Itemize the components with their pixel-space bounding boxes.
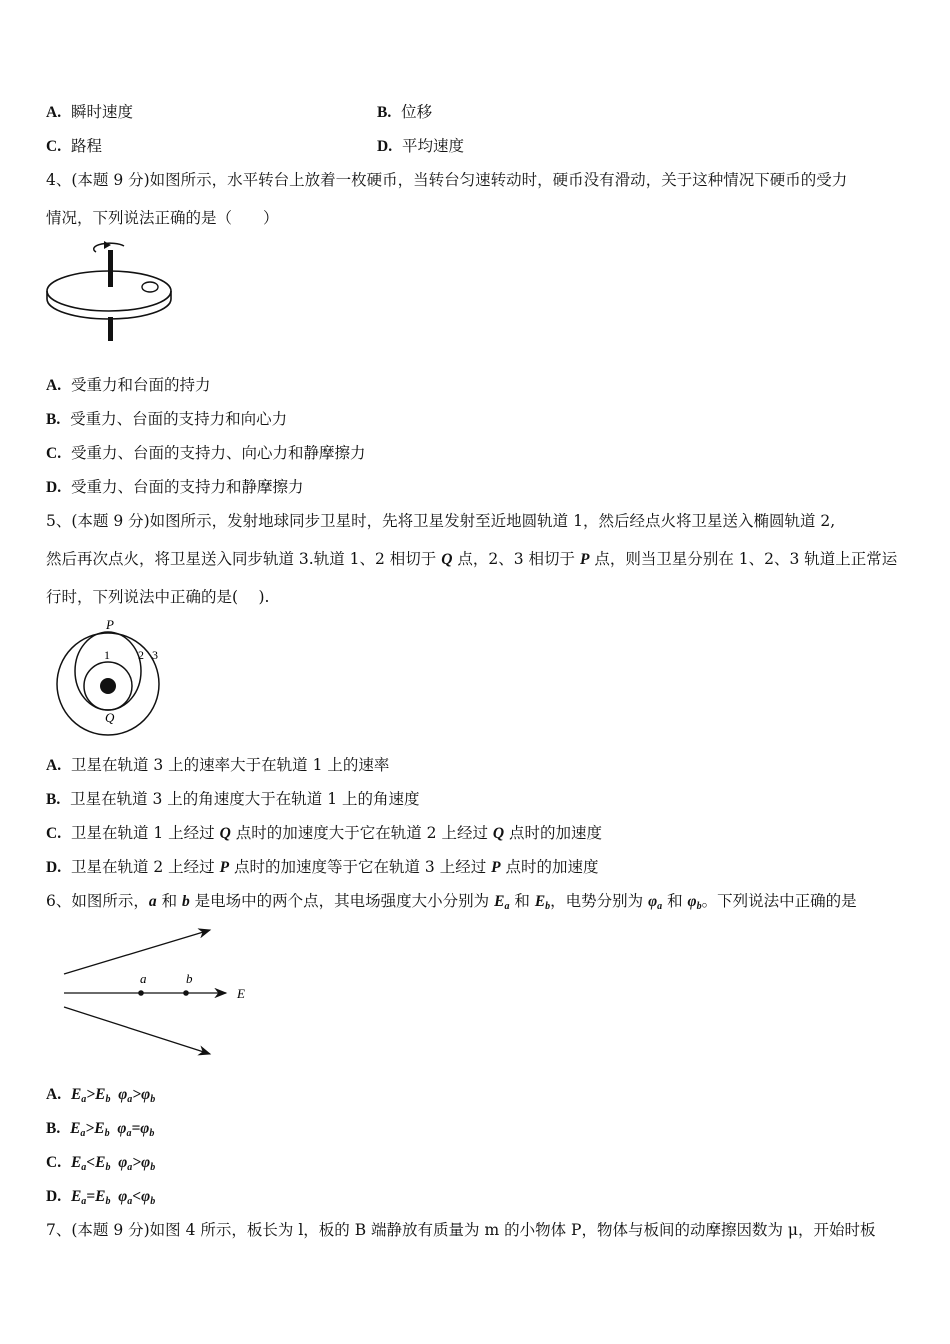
option-text: 平均速度 [401,137,464,155]
label-orbit-1: 1 [104,648,110,662]
symbol-e: E [95,1086,106,1103]
q3-option-c [46,136,102,157]
label-e: E [237,986,245,1001]
q3-option-d [377,136,464,157]
symbol-e: E [94,1120,105,1137]
label-orbit-2: 2 [138,648,144,662]
option-label: A. [46,757,62,774]
question-text: 和 [509,892,535,910]
q4-option-a [46,375,210,396]
label-b: b [186,971,193,986]
option-text: 受重力、台面的支持力、向心力和静摩擦力 [70,444,366,462]
subscript: b [150,1196,156,1207]
field-ea [494,893,509,910]
subscript: a [657,901,663,912]
q5-stem-line3 [46,587,269,607]
label-a: a [140,971,147,986]
q4-option-c [46,443,365,464]
option-text: 位移 [401,103,433,121]
question-text: 如图所示， [71,892,149,910]
subscript: b [545,901,551,912]
option-label: C. [46,138,62,155]
relation: = [131,1120,141,1137]
option-label: C. [46,445,62,462]
question-text: ，电势分别为 [550,892,649,910]
option-label: D. [46,1188,62,1205]
subscript: a [127,1162,133,1173]
subscript: a [127,1094,133,1105]
symbol-phi: φ [687,893,697,910]
point-q: Q [219,825,231,842]
question-text: 点，则当卫星分别在 1、2、3 轨道上正常运 [589,550,898,568]
question-text: 和 [156,892,182,910]
symbol-e: E [70,1188,82,1205]
subscript: b [150,1094,156,1105]
symbol-e: E [534,893,546,910]
symbol-e: E [70,1086,82,1103]
relation: > [132,1086,142,1103]
q5-option-a [46,755,389,776]
question-number: 7、 [46,1221,72,1239]
subscript: b [150,1162,156,1173]
relation: < [86,1154,96,1171]
symbol-e: E [70,1120,81,1137]
point-b: b [182,893,190,910]
option-label: D. [377,138,393,155]
subscript: a [81,1162,87,1173]
point-p: P [579,551,590,568]
subscript: b [105,1162,111,1173]
option-label: B. [46,411,61,428]
q4-option-b [46,409,287,430]
q6-option-c [46,1152,155,1178]
point-p: P [491,859,501,876]
question-text: 。下列说法中正确的是 [701,892,857,910]
subscript: a [80,1128,86,1139]
symbol-e: E [95,1154,106,1171]
option-text: 卫星在轨道 3 上的角速度大于在轨道 1 上的角速度 [70,790,420,808]
subscript: a [81,1196,87,1207]
relation: = [86,1188,96,1205]
subscript: a [81,1094,87,1105]
relation: < [132,1188,142,1205]
question-text: (本题 9 分)如图所示，水平转台上放着一枚硬币，当转台匀速转动时，硬币没有滑动，关于这种情况下硬币的受力 [71,171,848,189]
math-expression [71,1188,155,1205]
symbol-e: E [494,893,505,910]
q6-option-b [46,1118,154,1144]
option-text: 卫星在轨道 3 上的速率大于在轨道 1 上的速率 [70,756,390,774]
symbol-phi: φ [118,1154,128,1171]
question-text: 情况，下列说法正确的是（ ） [46,209,279,227]
option-label: B. [46,791,61,808]
question-text: 是电场中的两个点，其电场强度大小分别为 [189,892,495,910]
q3-option-b [377,102,432,123]
relation: > [85,1120,95,1137]
symbol-e: E [70,1154,82,1171]
subscript: a [504,901,510,912]
option-label: C. [46,1154,62,1171]
q5-option-b [46,789,420,810]
symbol-phi: φ [141,1086,151,1103]
relation: > [86,1086,96,1103]
math-expression [70,1120,154,1137]
symbol-phi: φ [648,893,658,910]
option-label: B. [377,104,392,121]
option-text: 受重力、台面的支持力和向心力 [70,410,288,428]
point-a: a [148,893,157,910]
math-expression [71,1154,155,1171]
q5-option-c [46,823,602,844]
question-number: 5、 [46,512,72,530]
symbol-phi: φ [141,1154,151,1171]
option-label: D. [46,479,62,496]
q5-stem-line2 [46,549,897,570]
option-label: C. [46,825,62,842]
q4-stem-line1 [46,170,847,190]
label-orbit-3: 3 [152,648,158,662]
question-number: 4、 [46,171,72,189]
q6-stem [46,891,857,917]
option-label: D. [46,859,62,876]
label-p: P [106,617,114,632]
symbol-e: E [95,1188,106,1205]
orbit-figure [44,614,174,740]
q5-option-d [46,857,599,878]
question-text: 然后再次点火，将卫星送入同步轨道 3.轨道 1、2 相切于 [46,550,442,568]
option-text: 点时的加速度 [500,858,599,876]
option-text: 点时的加速度 [504,824,603,842]
question-text: 和 [662,892,688,910]
subscript: b [105,1094,111,1105]
turntable-figure [44,236,174,344]
option-text: 卫星在轨道 2 上经过 [70,858,220,876]
q6-option-a [46,1084,155,1110]
q3-option-a [46,102,133,123]
potential-a [648,893,662,910]
option-text: 卫星在轨道 1 上经过 [70,824,220,842]
subscript: a [126,1128,132,1139]
subscript: b [149,1128,155,1139]
point-p: P [219,859,230,876]
field-eb [535,893,550,910]
point-q: Q [492,825,505,842]
question-text: (本题 9 分)如图所示，发射地球同步卫星时，先将卫星发射至近地圆轨道 1，然后经点火将卫星送入椭圆轨道 2, [71,512,836,530]
question-text: 行时，下列说法中正确的是( ). [46,588,270,606]
option-label: A. [46,377,62,394]
subscript: b [105,1196,111,1207]
option-text: 瞬时速度 [70,103,133,121]
subscript: b [104,1128,110,1139]
symbol-phi: φ [118,1188,128,1205]
option-label: A. [46,104,62,121]
subscript: b [696,901,702,912]
option-label: A. [46,1086,62,1103]
subscript: a [127,1196,133,1207]
point-q: Q [441,551,453,568]
q4-stem-line2 [46,208,279,228]
math-expression [71,1086,155,1103]
option-label: B. [46,1120,61,1137]
symbol-phi: φ [117,1120,127,1137]
q4-option-d [46,477,303,498]
symbol-phi: φ [141,1188,151,1205]
option-text: 点时的加速度大于它在轨道 2 上经过 [230,824,493,842]
symbol-phi: φ [118,1086,128,1103]
option-text: 点时的加速度等于它在轨道 3 上经过 [229,858,492,876]
q7-stem-line1 [46,1220,875,1240]
option-text: 路程 [70,137,102,155]
label-q: Q [105,710,115,725]
q5-stem-line1 [46,511,835,531]
symbol-phi: φ [140,1120,150,1137]
potential-b [688,893,702,910]
option-text: 受重力、台面的支持力和静摩擦力 [70,478,304,496]
electric-field-figure [60,922,260,1062]
q6-option-d [46,1186,155,1212]
relation: > [132,1154,142,1171]
question-text: (本题 9 分)如图 4 所示，板长为 l，板的 B 端静放有质量为 m 的小物体 P，物体与板间的动摩擦因数为 μ，开始时板 [71,1221,876,1239]
question-text: 点，2、3 相切于 [452,550,580,568]
question-number: 6、 [46,892,72,910]
option-text: 受重力和台面的持力 [70,376,211,394]
